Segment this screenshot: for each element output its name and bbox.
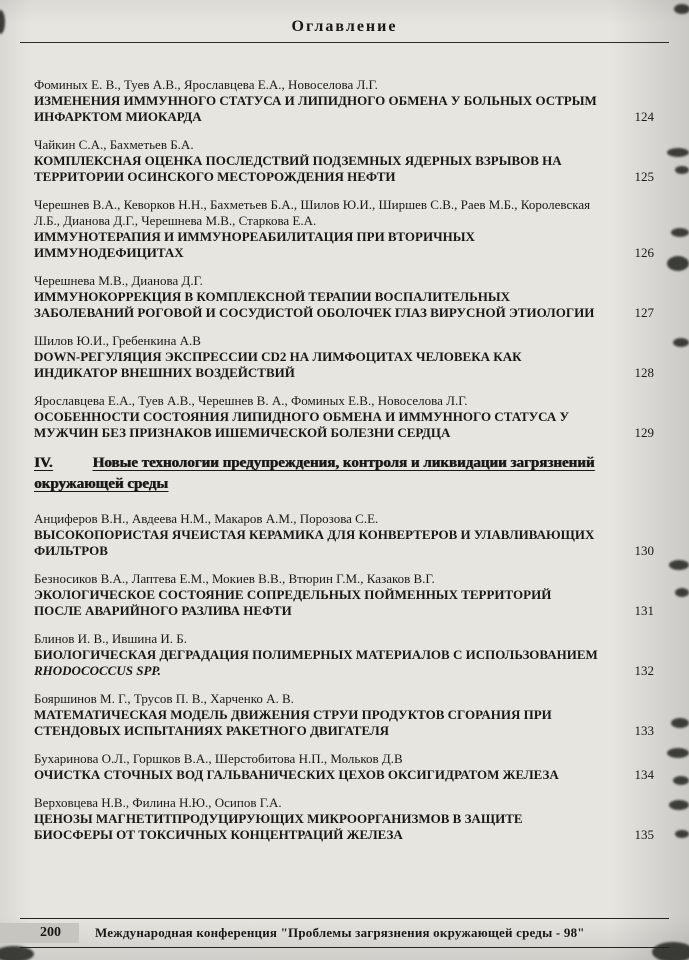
page-footer [20, 918, 669, 948]
entry-authors: Анциферов В.Н., Авдеева Н.М., Макаров А.М., Порозова С.Е. [34, 511, 379, 526]
entry-title-text: БИОЛОГИЧЕСКАЯ ДЕГРАДАЦИЯ ПОЛИМЕРНЫХ МАТЕРИАЛОВ С ИСПОЛЬЗОВАНИЕМ [34, 647, 598, 662]
page-header [0, 0, 689, 43]
toc-entry [34, 333, 663, 381]
scan-artifact [667, 256, 689, 271]
section-title: Новые технологии предупреждения, контроля и ликвидации загрязнений окружающей среды [34, 455, 595, 492]
entry-page-number: 130 [634, 543, 654, 558]
entry-main [34, 795, 612, 843]
scan-artifact [675, 166, 689, 174]
entry-page-number: 129 [634, 425, 654, 440]
toc-entry [34, 137, 663, 185]
section-number: IV. [34, 455, 53, 471]
entry-authors: Верховцева Н.В., Филина Н.Ю., Осипов Г.А. [34, 795, 282, 810]
scan-artifact [674, 4, 689, 14]
scan-artifact [675, 588, 689, 597]
entry-authors: Фоминых Е. В., Туев А.В., Ярославцева Е.А., Новоселова Л.Г. [34, 77, 378, 92]
toc-entry [34, 511, 663, 559]
scan-artifact [652, 942, 689, 960]
toc-entry [34, 795, 663, 843]
toc-entry [34, 751, 663, 783]
entry-page-number: 126 [634, 245, 654, 260]
toc-entry [34, 571, 663, 619]
entry-page-number: 127 [634, 305, 654, 320]
entry-title: МАТЕМАТИЧЕСКАЯ МОДЕЛЬ ДВИЖЕНИЯ СТРУИ ПРОДУКТОВ СГОРАНИЯ ПРИ СТЕНДОВЫХ ИСПЫТАНИЯХ РАКЕТНОГО ДВИГАТЕЛЯ [34, 707, 552, 738]
entry-title: ЭКОЛОГИЧЕСКОЕ СОСТОЯНИЕ СОПРЕДЕЛЬНЫХ ПОЙМЕННЫХ ТЕРРИТОРИЙ ПОСЛЕ АВАРИЙНОГО РАЗЛИВА НЕФТИ [34, 587, 552, 618]
toc-entry [34, 691, 663, 739]
entry-main [34, 197, 612, 261]
toc-entry [34, 77, 663, 125]
toc-entry [34, 273, 663, 321]
entry-authors: Чайкин С.А., Бахметьев Б.А. [34, 137, 194, 152]
entry-title: ОЧИСТКА СТОЧНЫХ ВОД ГАЛЬВАНИЧЕСКИХ ЦЕХОВ ОКСИГИДРАТОМ ЖЕЛЕЗА [34, 767, 559, 782]
scan-artifact [671, 718, 689, 728]
footer-conference-title: Международная конференция "Проблемы загрязнения окружающей среды - 98" [95, 925, 585, 940]
entry-page-number: 134 [634, 767, 654, 782]
entry-title: ИММУНОТЕРАПИЯ И ИММУНОРЕАБИЛИТАЦИЯ ПРИ ВТОРИЧНЫХ ИММУНОДЕФИЦИТАХ [34, 229, 475, 260]
entry-authors: Ярославцева Е.А., Туев А.В., Черешнев В. А., Фоминых Е.В., Новоселова Л.Г. [34, 393, 468, 408]
entry-title: ИЗМЕНЕНИЯ ИММУННОГО СТАТУСА И ЛИПИДНОГО ОБМЕНА У БОЛЬНЫХ ОСТРЫМ ИНФАРКТОМ МИОКАРДА [34, 93, 597, 124]
entry-page-number: 131 [634, 603, 654, 618]
entry-title-species: RHODOCOCCUS SPP. [34, 663, 161, 678]
entry-main [34, 333, 612, 381]
toc-entry [34, 631, 663, 679]
entry-page-number: 133 [634, 723, 654, 738]
scan-artifact [669, 800, 689, 810]
toc-list [0, 43, 689, 843]
entry-title: ОСОБЕННОСТИ СОСТОЯНИЯ ЛИПИДНОГО ОБМЕНА И ИММУННОГО СТАТУСА У МУЖЧИН БЕЗ ПРИЗНАКОВ ИШЕМИЧЕСКОЙ БОЛЕЗНИ СЕРДЦА [34, 409, 570, 440]
scan-artifact [675, 830, 689, 838]
entry-main [34, 77, 612, 125]
entry-title [34, 647, 602, 679]
footer-rule-bottom [20, 947, 669, 948]
entry-title: ИММУНОКОРРЕКЦИЯ В КОМПЛЕКСНОЙ ТЕРАПИИ ВОСПАЛИТЕЛЬНЫХ ЗАБОЛЕВАНИЙ РОГОВОЙ И СОСУДИСТОЙ ОБОЛОЧЕК ГЛАЗ ВИРУСНОЙ ЭТИОЛОГИИ [34, 289, 595, 320]
entry-authors: Блинов И. В., Ившина И. Б. [34, 631, 187, 646]
scan-artifact [673, 338, 689, 347]
entry-page-number: 135 [634, 827, 654, 842]
entry-main [34, 751, 612, 783]
entry-main [34, 511, 612, 559]
footer-row [20, 919, 669, 947]
scan-artifact [0, 946, 34, 960]
entry-page-number: 124 [634, 109, 654, 124]
entry-main [34, 691, 612, 739]
entry-main [34, 273, 612, 321]
section-heading [34, 453, 634, 495]
scan-artifact [673, 776, 689, 785]
entry-page-number: 125 [634, 169, 654, 184]
entry-main [34, 631, 612, 679]
entry-page-number: 132 [634, 663, 654, 678]
scan-artifact [667, 748, 689, 758]
scan-artifact [667, 148, 689, 157]
scan-artifact [669, 560, 689, 570]
scan-artifact [671, 228, 689, 237]
entry-authors: Безносиков В.А., Лаптева Е.М., Мокиев В.В., Втюрин Г.М., Казаков В.Г. [34, 571, 435, 586]
entry-authors: Бухаринова О.Л., Горшков В.А., Шерстобитова Н.П., Мольков Д.В [34, 751, 403, 766]
entry-title: КОМПЛЕКСНАЯ ОЦЕНКА ПОСЛЕДСТВИЙ ПОДЗЕМНЫХ ЯДЕРНЫХ ВЗРЫВОВ НА ТЕРРИТОРИИ ОСИНСКОГО МЕСТОРОЖДЕНИЯ НЕФТИ [34, 153, 562, 184]
footer-page-number: 200 [0, 923, 79, 943]
toc-entry [34, 393, 663, 441]
entry-authors: Черешнев В.А., Кеворков Н.Н., Бахметьев Б.А., Шилов Ю.И., Ширшев С.В., Раев М.Б., Королевская Л.Б., Дианова Д.Г., Черешнева М.В., Старкова Е.А. [34, 197, 591, 228]
entry-page-number: 128 [634, 365, 654, 380]
entry-title: DOWN-РЕГУЛЯЦИЯ ЭКСПРЕССИИ CD2 НА ЛИМФОЦИТАХ ЧЕЛОВЕКА КАК ИНДИКАТОР ВНЕШНИХ ВОЗДЕЙСТВИЙ [34, 349, 522, 380]
entry-main [34, 571, 612, 619]
page-title: Оглавление [291, 18, 398, 35]
entry-main [34, 137, 612, 185]
entry-title: ВЫСОКОПОРИСТАЯ ЯЧЕИСТАЯ КЕРАМИКА ДЛЯ КОНВЕРТЕРОВ И УЛАВЛИВАЮЩИХ ФИЛЬТРОВ [34, 527, 595, 558]
entry-authors: Шилов Ю.И., Гребенкина А.В [34, 333, 201, 348]
entry-authors: Бояршинов М. Г., Трусов П. В., Харченко А. В. [34, 691, 294, 706]
entry-title: ЦЕНОЗЫ МАГНЕТИТПРОДУЦИРУЮЩИХ МИКРООРГАНИЗМОВ В ЗАЩИТЕ БИОСФЕРЫ ОТ ТОКСИЧНЫХ КОНЦЕНТРАЦИЙ ЖЕЛЕЗА [34, 811, 523, 842]
toc-entry [34, 197, 663, 261]
entry-authors: Черешнева М.В., Дианова Д.Г. [34, 273, 203, 288]
entry-main [34, 393, 612, 441]
